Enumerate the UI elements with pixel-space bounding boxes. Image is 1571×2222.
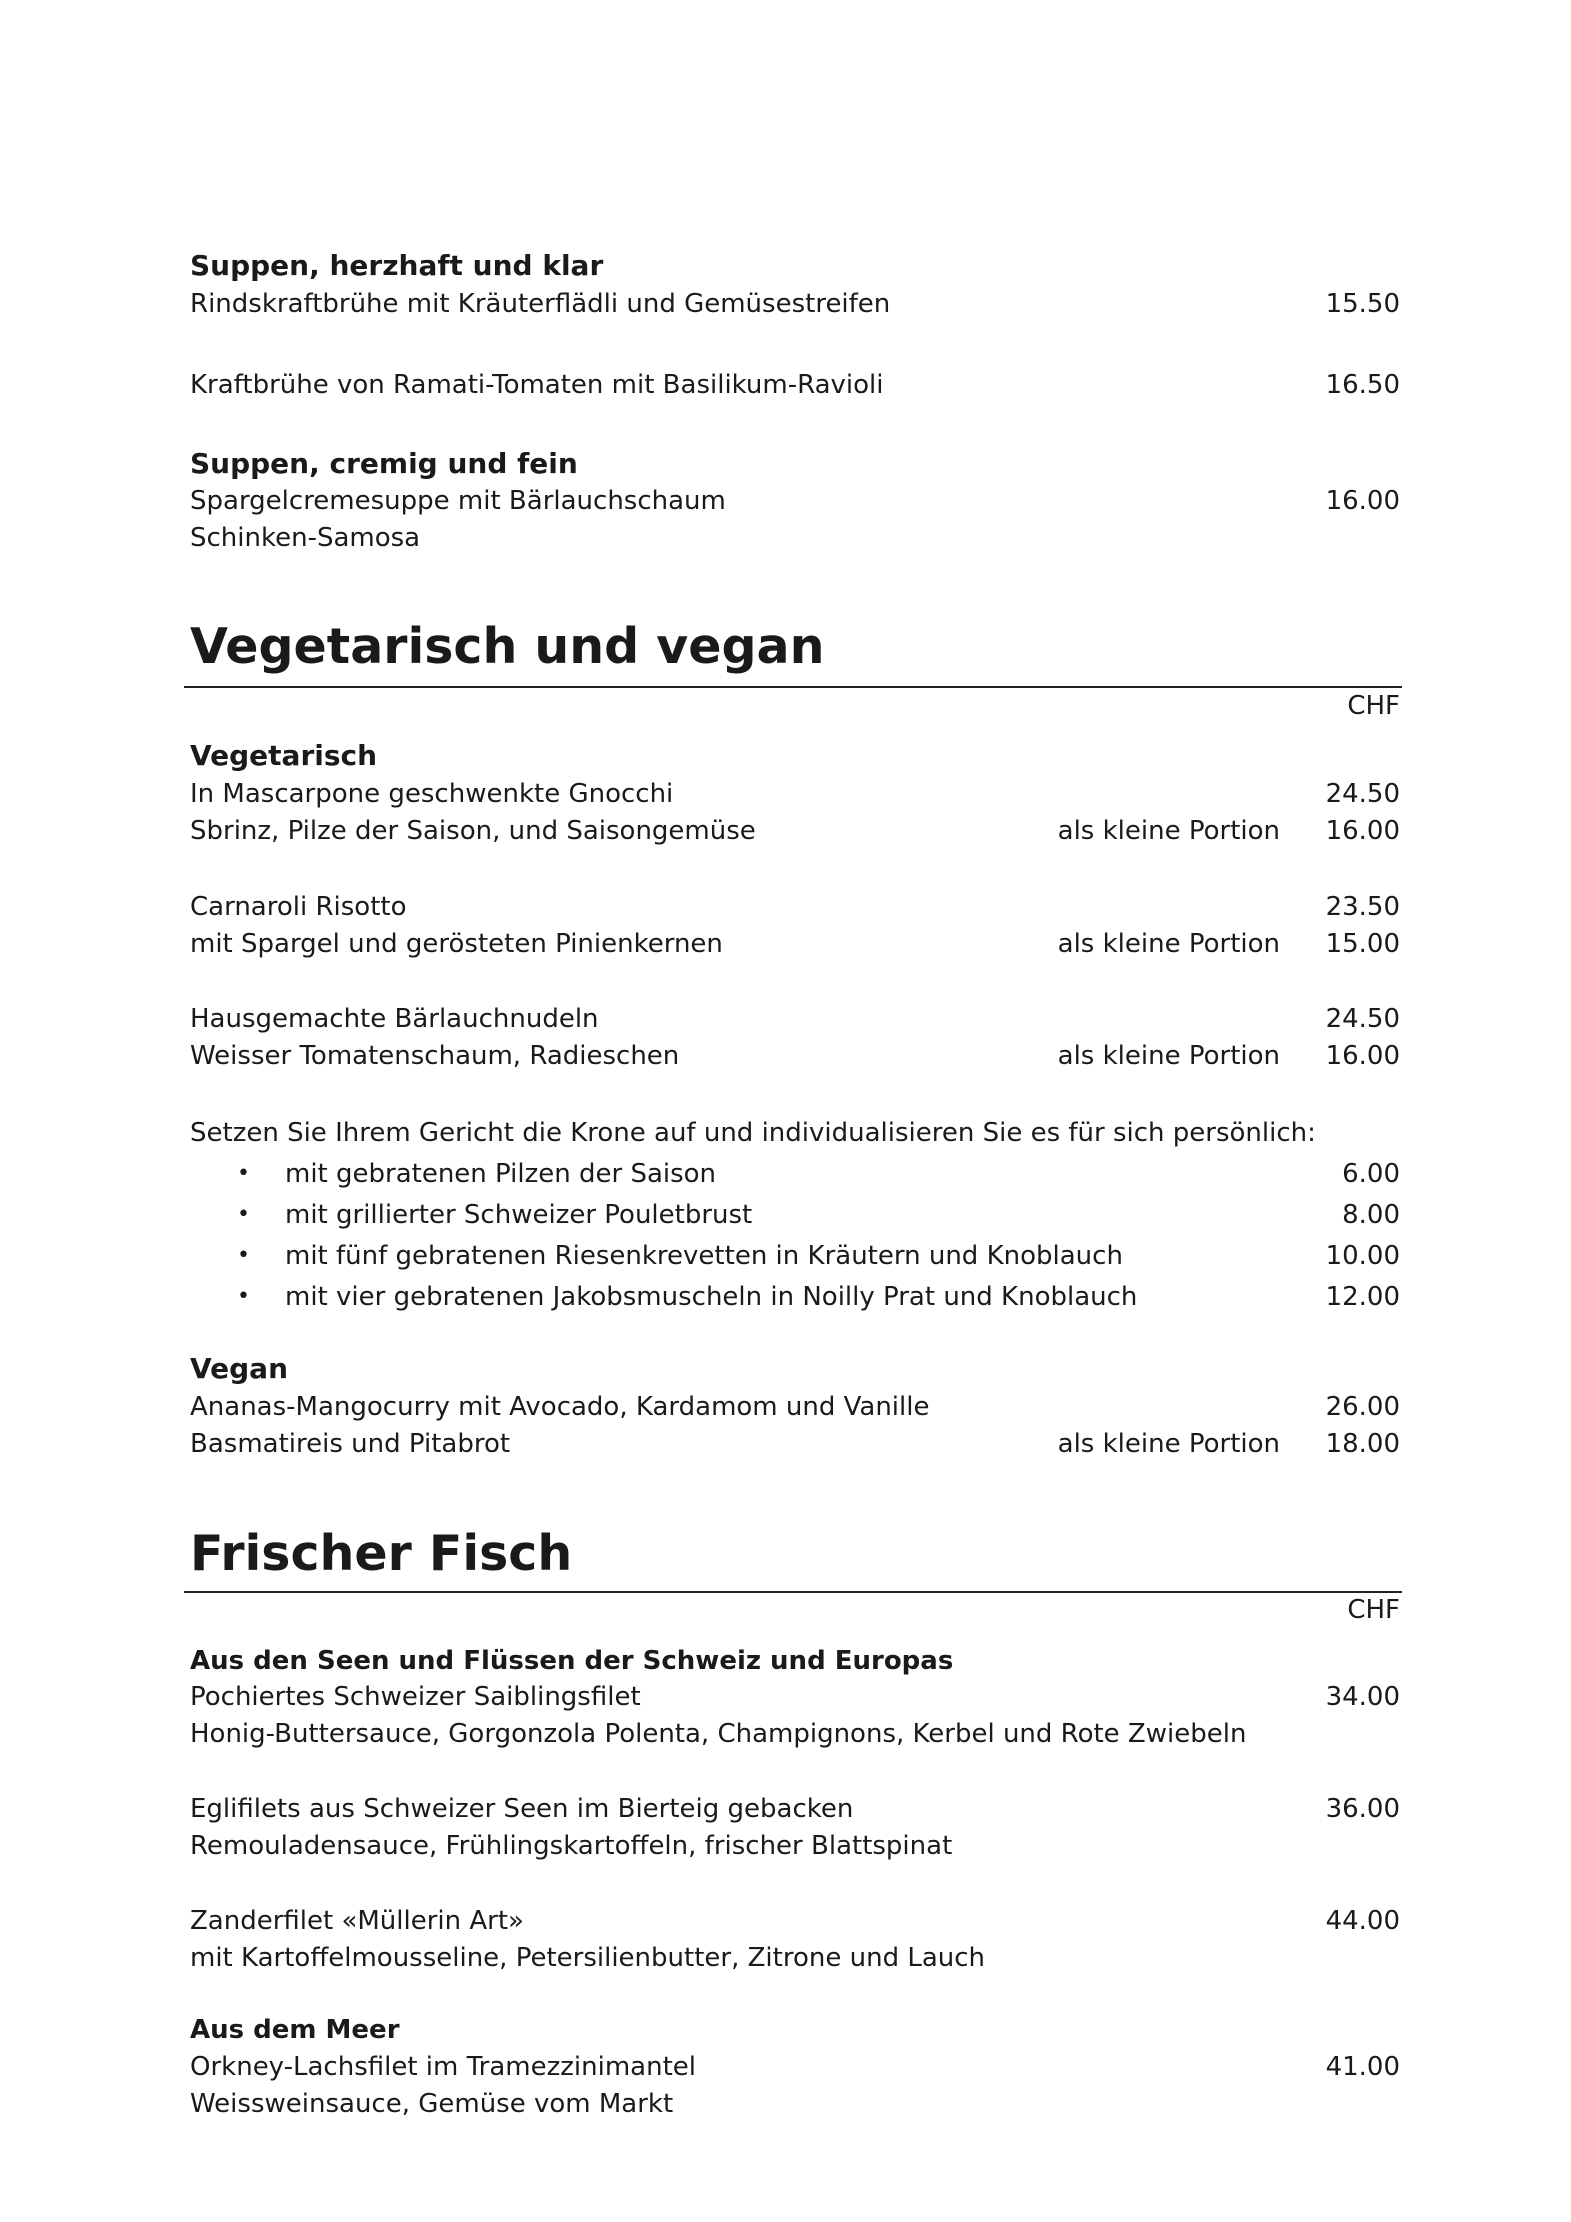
item-description: Weisser Tomatenschaum, Radieschen (190, 1041, 680, 1071)
item-description: Spargelcremesuppe mit Bärlauchschaum (190, 486, 726, 516)
extra-description: mit fünf gebratenen Riesenkrevetten in Kräutern und Knoblauch (285, 1241, 1123, 1271)
section-title-fish: Frischer Fisch (190, 1525, 573, 1582)
extra-price: 6.00 (1342, 1159, 1400, 1189)
extra-description: mit vier gebratenen Jakobsmuscheln in Noilly Prat und Knoblauch (285, 1282, 1138, 1312)
menu-item-detail (190, 1940, 1400, 1976)
bullet-icon: • (237, 1284, 250, 1309)
lakes-heading: Aus den Seen und Flüssen der Schweiz und Europas (190, 1646, 954, 1676)
bullet-icon: • (237, 1243, 250, 1268)
item-description: Honig-Buttersauce, Gorgonzola Polenta, Champignons, Kerbel und Rote Zwiebeln (190, 1719, 1247, 1749)
item-price: 36.00 (1325, 1794, 1400, 1824)
small-portion-label: als kleine Portion (1057, 1429, 1280, 1459)
item-price: 44.00 (1325, 1906, 1400, 1936)
item-description: Basmatireis und Pitabrot (190, 1429, 511, 1459)
small-portion-price: 16.00 (1325, 1041, 1400, 1071)
menu-item (190, 286, 1400, 322)
extra-option (190, 1197, 1400, 1233)
currency-label: CHF (1347, 1595, 1400, 1625)
menu-item-detail (190, 813, 1400, 849)
item-description: Rindskraftbrühe mit Kräuterflädli und Gemüsestreifen (190, 289, 891, 319)
menu-item (190, 2049, 1400, 2085)
item-price: 26.00 (1325, 1392, 1400, 1422)
sea-heading: Aus dem Meer (190, 2015, 400, 2045)
small-portion-label: als kleine Portion (1057, 816, 1280, 846)
item-price: 23.50 (1325, 892, 1400, 922)
extra-price: 12.00 (1325, 1282, 1400, 1312)
item-description: Pochiertes Schweizer Saiblingsfilet (190, 1682, 641, 1712)
section-divider (184, 686, 1402, 688)
item-description: Remouladensauce, Frühlingskartoffeln, frischer Blattspinat (190, 1831, 953, 1861)
bullet-icon: • (237, 1202, 250, 1227)
vegetarian-heading: Vegetarisch (190, 739, 378, 772)
small-portion-label: als kleine Portion (1057, 929, 1280, 959)
small-portion-price: 18.00 (1325, 1429, 1400, 1459)
menu-item (190, 1903, 1400, 1939)
extra-description: mit grillierter Schweizer Pouletbrust (285, 1200, 753, 1230)
item-price: 34.00 (1325, 1682, 1400, 1712)
item-description: Orkney-Lachsfilet im Tramezzinimantel (190, 2052, 696, 2082)
menu-item-detail (190, 1038, 1400, 1074)
currency-label: CHF (1347, 691, 1400, 721)
item-description: mit Kartoffelmousseline, Petersilienbutter, Zitrone und Lauch (190, 1943, 986, 1973)
small-portion-price: 16.00 (1325, 816, 1400, 846)
item-description: Eglifilets aus Schweizer Seen im Bierteig gebacken (190, 1794, 854, 1824)
item-price: 24.50 (1325, 1004, 1400, 1034)
bullet-icon: • (237, 1161, 250, 1186)
menu-item-detail (190, 1828, 1400, 1864)
extras-intro-text: Setzen Sie Ihrem Gericht die Krone auf und individualisieren Sie es für sich persönlich: (190, 1118, 1316, 1148)
menu-item (190, 520, 1400, 556)
item-price: 15.50 (1325, 289, 1400, 319)
section-title-vegetarian: Vegetarisch und vegan (190, 618, 825, 675)
extra-option (190, 1238, 1400, 1274)
extra-option (190, 1156, 1400, 1192)
item-description: Kraftbrühe von Ramati-Tomaten mit Basilikum-Ravioli (190, 370, 884, 400)
extra-description: mit gebratenen Pilzen der Saison (285, 1159, 717, 1189)
menu-item (190, 367, 1400, 403)
item-description: Zanderfilet «Müllerin Art» (190, 1906, 524, 1936)
item-price: 41.00 (1325, 2052, 1400, 2082)
item-description: Carnaroli Risotto (190, 892, 407, 922)
menu-item (190, 889, 1400, 925)
menu-item-detail (190, 1426, 1400, 1462)
item-description: Weissweinsauce, Gemüse vom Markt (190, 2089, 674, 2119)
small-portion-label: als kleine Portion (1057, 1041, 1280, 1071)
item-description: Ananas-Mangocurry mit Avocado, Kardamom und Vanille (190, 1392, 930, 1422)
item-description: Schinken-Samosa (190, 523, 421, 553)
small-portion-price: 15.00 (1325, 929, 1400, 959)
extra-price: 8.00 (1342, 1200, 1400, 1230)
item-description: In Mascarpone geschwenkte Gnocchi (190, 779, 674, 809)
menu-item (190, 1791, 1400, 1827)
soups-clear-heading: Suppen, herzhaft und klar (190, 249, 604, 282)
item-price: 16.50 (1325, 370, 1400, 400)
extra-option (190, 1279, 1400, 1315)
item-price: 16.00 (1325, 486, 1400, 516)
section-divider (184, 1591, 1402, 1593)
extra-price: 10.00 (1325, 1241, 1400, 1271)
soups-creamy-heading: Suppen, cremig und fein (190, 447, 578, 480)
menu-item (190, 1389, 1400, 1425)
item-price: 24.50 (1325, 779, 1400, 809)
extras-intro (190, 1115, 1400, 1151)
menu-item (190, 1001, 1400, 1037)
menu-item (190, 1679, 1400, 1715)
item-description: Sbrinz, Pilze der Saison, und Saisongemüse (190, 816, 756, 846)
menu-item-detail (190, 926, 1400, 962)
item-description: mit Spargel und gerösteten Pinienkernen (190, 929, 723, 959)
menu-item-detail (190, 1716, 1400, 1752)
menu-item-detail (190, 2086, 1400, 2122)
vegan-heading: Vegan (190, 1352, 288, 1385)
menu-item (190, 483, 1400, 519)
menu-item (190, 776, 1400, 812)
item-description: Hausgemachte Bärlauchnudeln (190, 1004, 599, 1034)
